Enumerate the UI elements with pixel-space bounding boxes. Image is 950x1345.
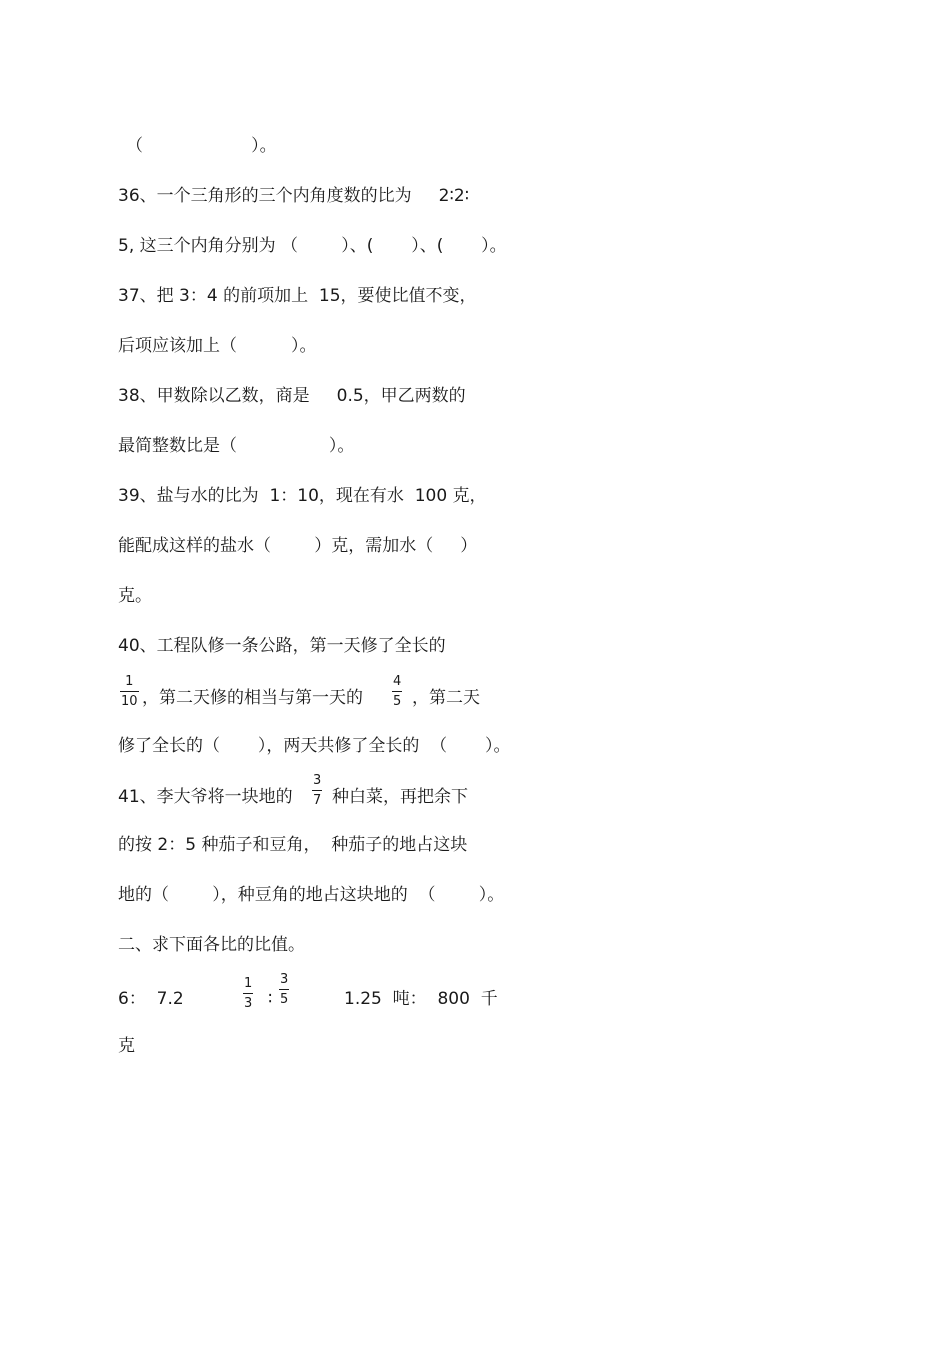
fraction-1-10 (120, 674, 139, 709)
fraction-numerator: 3 (313, 773, 322, 788)
ratio-item-3: 1.25 吨： 800 千 (344, 989, 498, 1009)
ratio-colon: ∶ (268, 989, 273, 1009)
fraction-bar (392, 691, 402, 692)
fraction-numerator: 1 (244, 976, 253, 991)
question-36-line-2: 5, 这三个内角分别为 （ ）、( ）、( ）。 (118, 236, 507, 256)
fraction-denominator: 7 (313, 793, 322, 808)
fraction-denominator: 5 (280, 992, 289, 1007)
question-40-line-1: 40、工程队修一条公路，第一天修了全长的 (118, 636, 446, 656)
fraction-bar (243, 993, 253, 994)
question-39-line-2: 能配成这样的盐水（ ）克，需加水（ ） (118, 536, 478, 556)
fraction-numerator: 3 (280, 972, 289, 987)
fraction-4-5 (392, 674, 402, 709)
section-2-heading: 二、求下面各比的比值。 (118, 935, 305, 955)
ratio-item-3-tail: 克 (118, 1036, 135, 1056)
text-line: （ ）。 (126, 136, 277, 156)
question-40-line-2-tail: ，第二天 (412, 688, 480, 708)
fraction-denominator: 3 (244, 996, 253, 1011)
fraction-denominator: 5 (393, 694, 402, 709)
fraction-bar (279, 989, 289, 990)
fraction-numerator: 1 (125, 674, 134, 689)
question-40-line-2-text: ，第二天修的相当与第一天的 (142, 688, 363, 708)
question-36-line-1: 36、一个三角形的三个内角度数的比为 2∶2∶ (118, 186, 470, 206)
fraction-numerator: 4 (393, 674, 402, 689)
fraction-bar (312, 790, 322, 791)
question-41-line-1-text: 41、李大爷将一块地的 (118, 787, 293, 807)
question-37-line-1: 37、把 3：4 的前项加上 15，要使比值不变， (118, 286, 477, 306)
question-39-line-1: 39、盐与水的比为 1：10，现在有水 100 克， (118, 486, 487, 506)
question-41-line-3: 地的（ ），种豆角的地占这块地的 （ ）。 (118, 885, 505, 905)
fraction-3-5 (279, 972, 289, 1007)
fraction-bar (120, 691, 139, 692)
question-41-line-2: 的按 2：5 种茄子和豆角， 种茄子的地占这块 (118, 835, 468, 855)
question-39-line-3: 克。 (118, 586, 152, 606)
fraction-denominator: 10 (121, 694, 138, 709)
question-38-line-2: 最简整数比是（ ）。 (118, 436, 355, 456)
question-40-line-3: 修了全长的（ ），两天共修了全长的 （ ）。 (118, 736, 511, 756)
fraction-1-3 (243, 976, 253, 1011)
question-37-line-2: 后项应该加上（ ）。 (118, 336, 317, 356)
question-41-line-1-tail: 种白菜，再把余下 (332, 787, 468, 807)
ratio-item-1: 6： 7.2 (118, 989, 184, 1009)
fraction-3-7 (312, 773, 322, 808)
question-38-line-1: 38、甲数除以乙数，商是 0.5，甲乙两数的 (118, 386, 466, 406)
